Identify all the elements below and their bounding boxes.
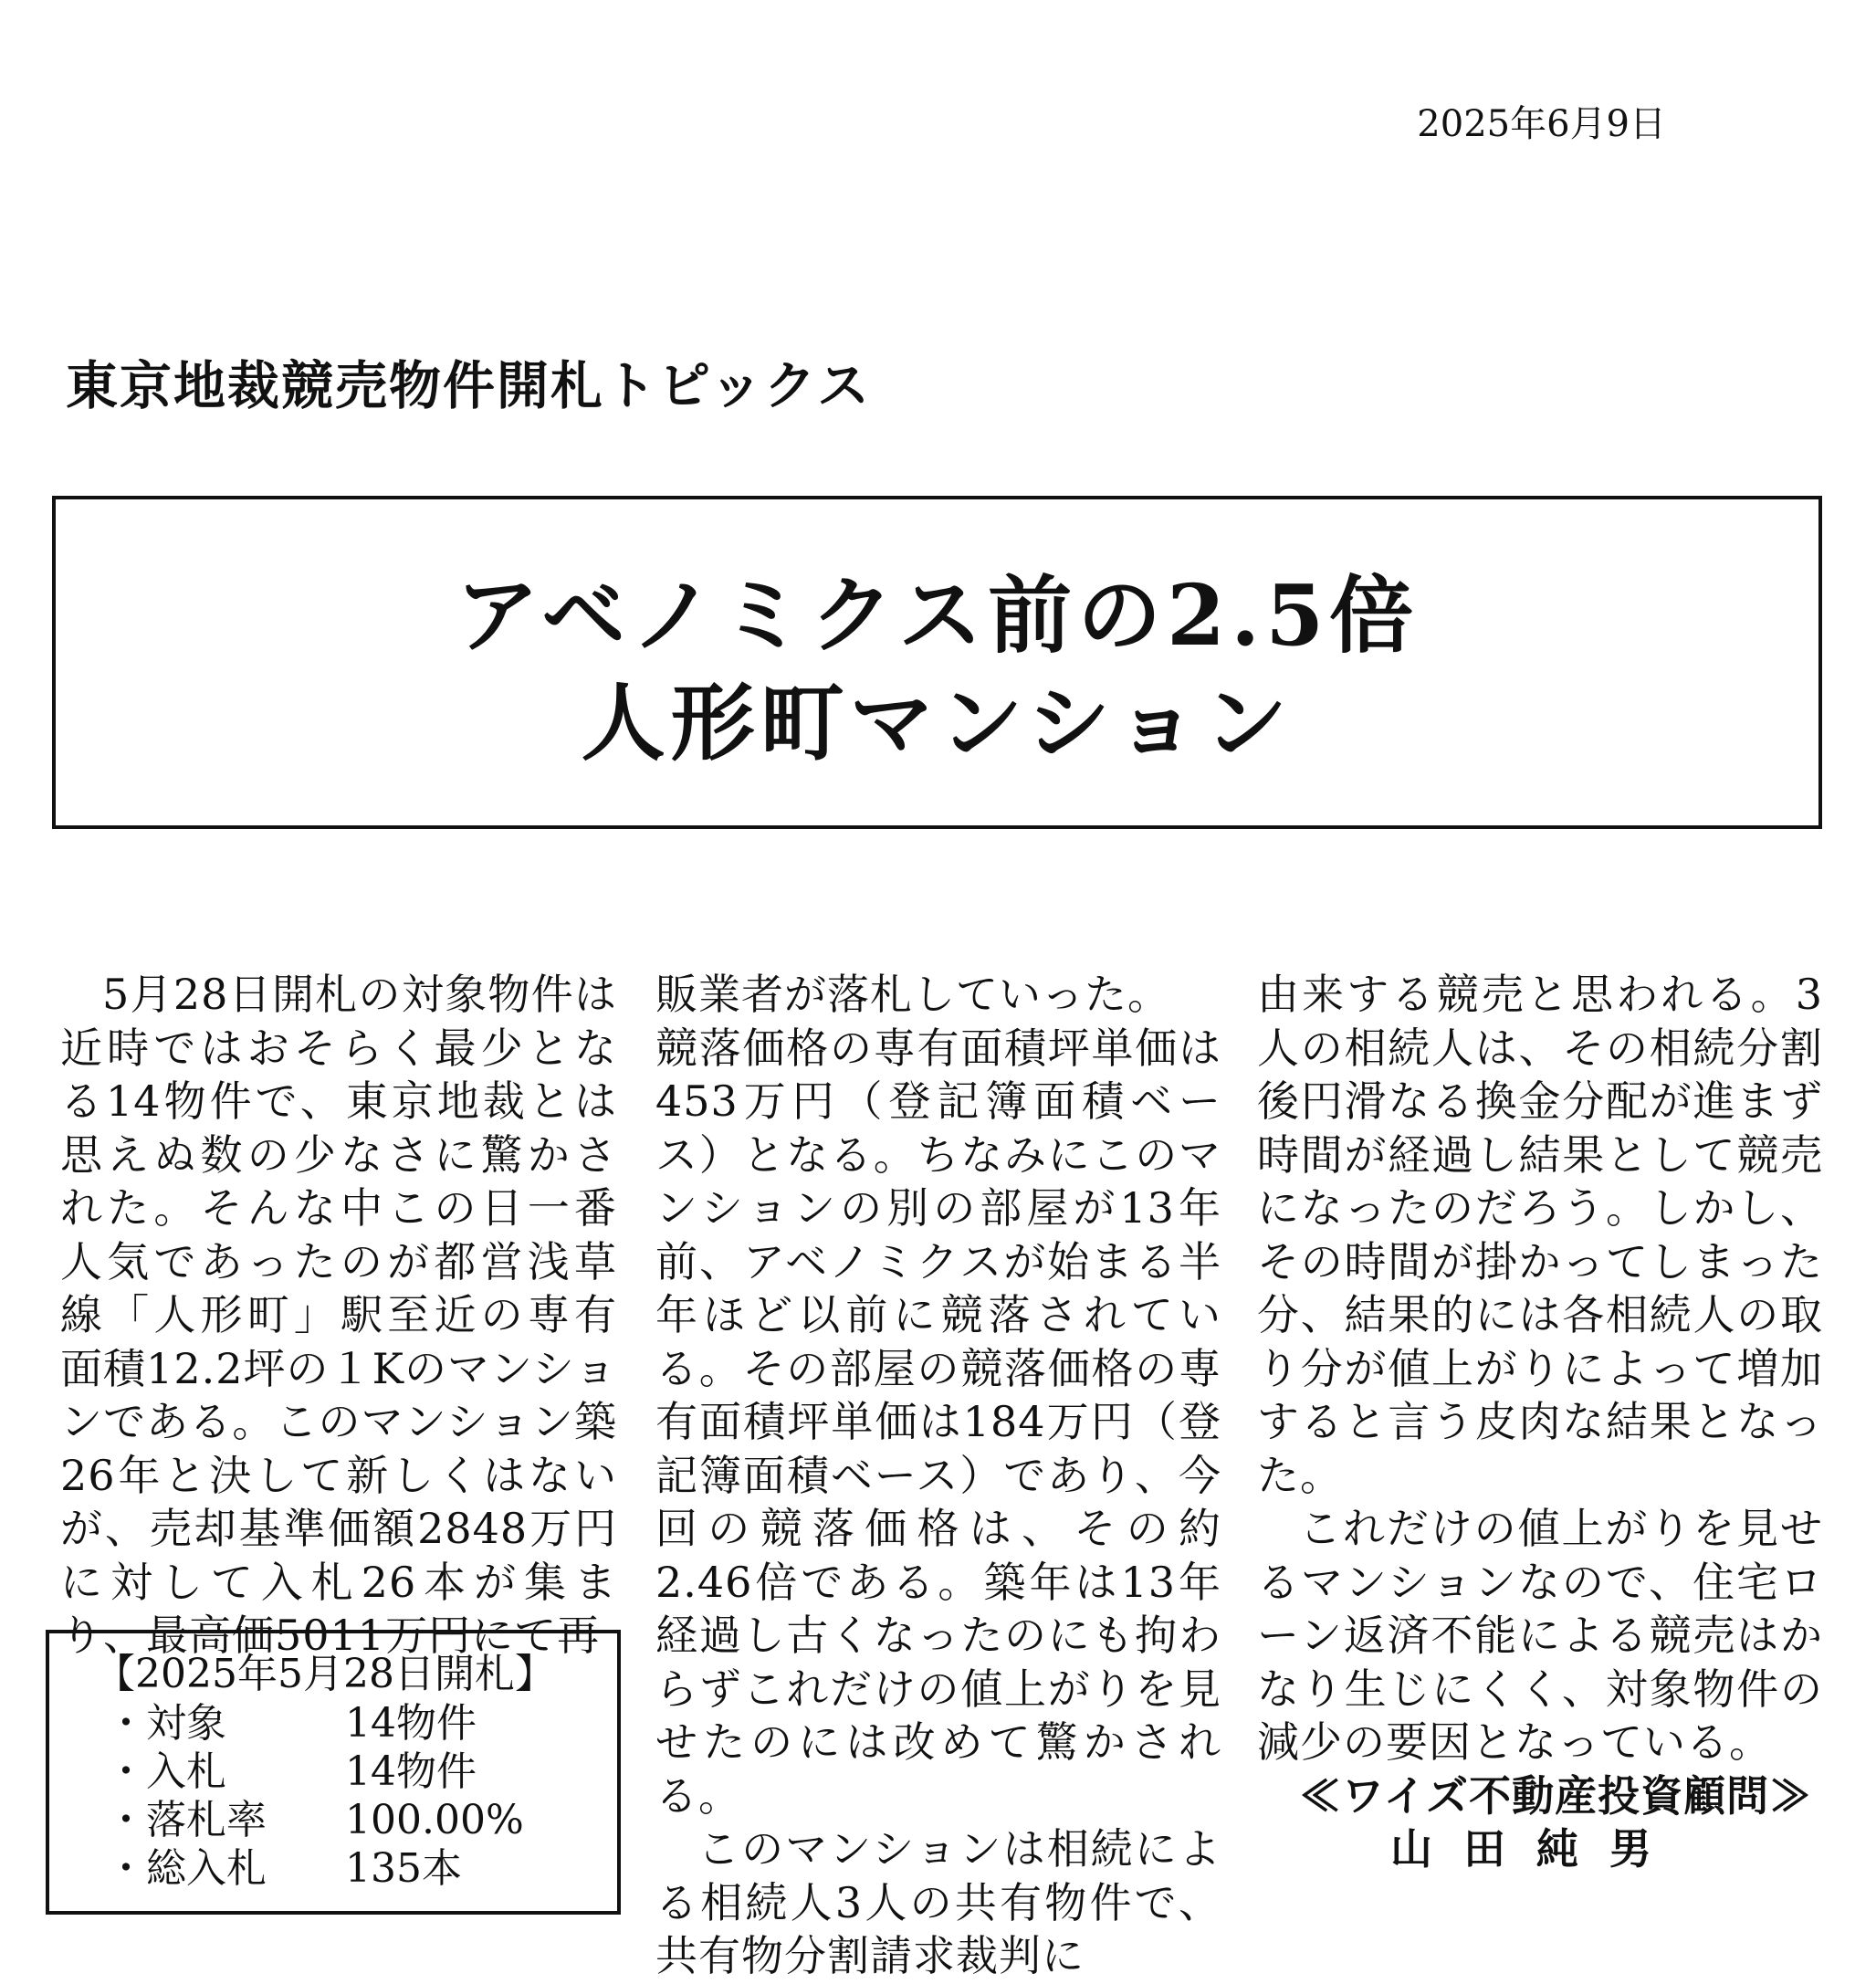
summary-row [106, 1796, 617, 1844]
article-column-1 [60, 968, 617, 1663]
headline-box [52, 496, 1822, 829]
byline-organization: ≪ワイズ不動産投資顧問≫ [1299, 1770, 1813, 1821]
summary-value: 135本 [345, 1845, 462, 1892]
headline-line-1: アベノミクス前の2.5倍 [455, 566, 1420, 665]
article-paragraph-2: 競落価格の専有面積坪単価は453万円（登記簿面積ベース）となる。ちなみにこのマンションの別の部屋が13年前、アベノミクスが始まる半年ほど以前に競落されている。その部屋の競落価格の専有面積坪単価は184万円（登記簿面積ベース）であり、今回の競落価格は、その約2.46倍である。築年は13年経過し古くなったのにも拘わらずこれだけの値上がりを見せたのには改めて驚かされる。 [655, 1023, 1221, 1821]
summary-row [106, 1748, 617, 1796]
article-paragraph-4: これだけの値上がりを見せるマンションなので、住宅ローン返済不能による競売はかなり生じにくく、対象物件の減少の要因となっている。 [1257, 1504, 1823, 1767]
summary-row [106, 1699, 617, 1748]
summary-row [106, 1844, 617, 1893]
headline-line-2: 人形町マンション [581, 674, 1294, 772]
article-paragraph-1: 5月28日開札の対象物件は近時ではおそらく最少となる14物件で、東京地裁とは思えぬ数の少なさに驚かされた。そんな中この日一番人気であったのが都営浅草線「人形町」駅至近の専有面積12.2坪の１Kのマンションである。このマンション築26年と決して新しくはないが、売却基準価額2848万円に対して入札26本が集まり、最高価5011万円にて再 [60, 970, 617, 1660]
summary-value: 14物件 [345, 1748, 477, 1795]
summary-value: 14物件 [345, 1700, 477, 1747]
headline [56, 562, 1818, 777]
summary-label: ・対象 [106, 1700, 226, 1747]
summary-value: 100.00% [345, 1797, 524, 1843]
auction-summary-box [46, 1630, 621, 1915]
summary-title: 【2025年5月28日開札】 [95, 1651, 555, 1697]
article-paragraph-3: このマンションは相続による相続人3人の共有物件で、共有物分割請求裁判に [655, 1824, 1221, 1980]
byline-author: 山田純男 [1390, 1824, 1682, 1874]
summary-label: ・入札 [106, 1748, 226, 1795]
series-title: 東京地裁競売物件開札トピックス [66, 356, 872, 416]
article-paragraph-3-continued: 由来する競売と思われる。3人の相続人は、その相続分割後円滑なる換金分配が進まず時間が経過し結果として競売になったのだろう。しかし、その時間が掛かってしまった分、結果的には各相続人の取り分が値上がりによって増加すると言う皮肉な結果となった。 [1257, 970, 1823, 1500]
summary-label: ・総入札 [106, 1845, 267, 1892]
summary-label: ・落札率 [106, 1797, 267, 1843]
article-paragraph-1-continued: 販業者が落札していった。 [655, 970, 1170, 1019]
article-date: 2025年6月9日 [1417, 103, 1666, 145]
article-column-3 [1257, 968, 1823, 1876]
article-column-2 [655, 968, 1221, 1983]
